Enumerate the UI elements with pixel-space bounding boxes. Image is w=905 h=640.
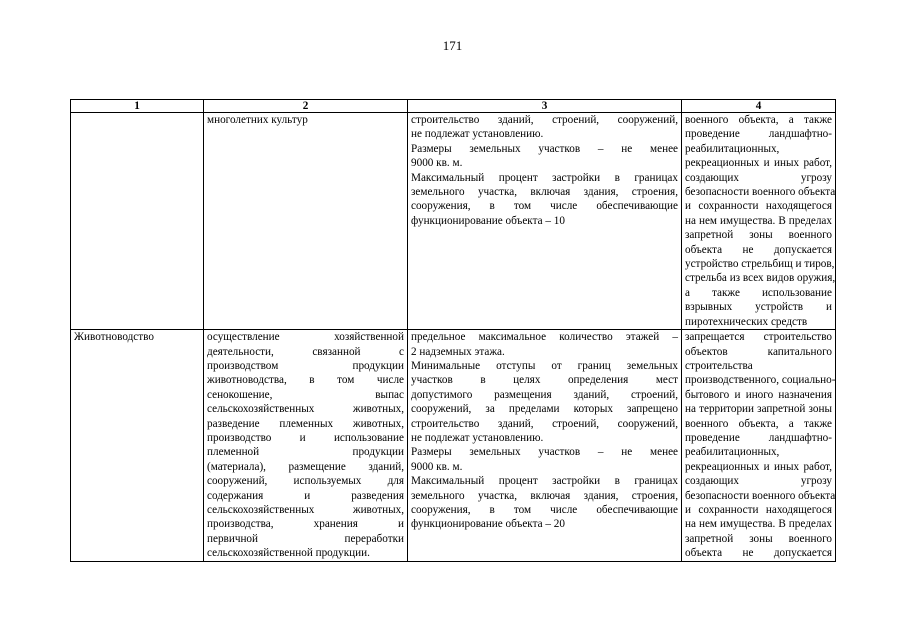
column-header-4: 4	[682, 100, 836, 113]
cell-text-line: сооружений, используемых для	[207, 475, 404, 488]
column-header-1: 1	[71, 100, 204, 113]
cell-text-line: военного объекта, а также	[685, 114, 832, 126]
cell-text-line: допустимого размещения зданий, строений,	[411, 388, 678, 401]
column-header-2: 2	[204, 100, 408, 113]
cell-text-line: создающих угрозу	[685, 475, 832, 488]
cell-text-line: Размеры земельных участков – не менее	[411, 446, 678, 459]
cell-text-line: на нем имущества. В пределах	[685, 518, 832, 531]
cell-text-line: на территории запретной зоны	[685, 403, 832, 416]
cell-text-line: (материала), размещение зданий,	[207, 460, 404, 473]
cell-text-line: разведение племенных животных,	[207, 417, 404, 430]
cell-text-line: сенокошение, выпас	[207, 388, 404, 401]
cell-text-line: реабилитационных,	[685, 446, 780, 459]
parameters-cell	[408, 113, 682, 330]
cell-text-line: объекта не допускается	[685, 547, 832, 560]
cell-text-line: Максимальный процент застройки в границах	[411, 475, 678, 488]
cell-text-line: сооружения, в том числе обеспечивающие	[411, 503, 678, 516]
cell-text-line: строительства	[685, 359, 753, 372]
cell-text-line: Животноводство	[74, 331, 154, 344]
cell-text-line: первичной переработки	[207, 532, 404, 545]
cell-text-line: проведение ландшафтно-	[685, 431, 832, 444]
cell-text-line: рекреационных и иных работ,	[685, 157, 832, 170]
parameters-cell	[408, 330, 682, 562]
cell-text-line: земельного участка, включая здания, строения,	[411, 489, 678, 502]
land-use-type-cell	[71, 330, 204, 562]
table-header-row	[71, 100, 836, 113]
cell-text-line: запретной зоны военного	[685, 229, 832, 242]
cell-text-line: деятельности, связанной с	[207, 345, 404, 358]
cell-text-line: объекта не допускается	[685, 243, 832, 256]
cell-text-line: функционирование объекта – 10	[411, 214, 565, 227]
cell-text-line: 9000 кв. м.	[411, 460, 463, 473]
cell-text-line: производства, хранения и	[207, 518, 404, 531]
description-cell	[204, 113, 408, 330]
cell-text-line: животноводства, в том числе	[207, 374, 404, 387]
cell-text-line: реабилитационных,	[685, 142, 780, 155]
cell-text-line: взрывных устройств и	[685, 301, 832, 314]
cell-text-line: Максимальный процент застройки в границах	[411, 171, 678, 184]
cell-text-line: не подлежат установлению.	[411, 431, 544, 444]
cell-text-line: 2 надземных этажа.	[411, 345, 505, 358]
cell-text-line: производство и использование	[207, 431, 404, 444]
table-row	[71, 113, 836, 330]
cell-text-line: Минимальные отступы от границ земельных	[411, 359, 678, 372]
land-use-type-cell	[71, 113, 204, 330]
cell-text-line: сельскохозяйственных животных,	[207, 403, 404, 416]
cell-text-line: создающих угрозу	[685, 171, 832, 184]
cell-text-line: содержания и разведения	[207, 489, 404, 502]
cell-text-line: объектов капитального	[685, 345, 832, 358]
cell-text-line: функционирование объекта – 20	[411, 518, 565, 531]
cell-text-line: военного объекта, а также	[685, 417, 832, 430]
description-cell	[204, 330, 408, 562]
regulations-table	[70, 99, 836, 562]
cell-text-line: Размеры земельных участков – не менее	[411, 142, 678, 155]
cell-text-line: сооружения, в том числе обеспечивающие	[411, 200, 678, 213]
cell-text-line: строительство зданий, строений, сооружений,	[411, 417, 678, 430]
table-row	[71, 330, 836, 562]
cell-text-line: предельное максимальное количество этажей –	[411, 331, 678, 344]
cell-text-line: пиротехнических средств	[685, 315, 808, 328]
restrictions-cell	[682, 113, 836, 330]
cell-text-line: осуществление хозяйственной	[207, 331, 404, 344]
cell-text-line: и сохранности находящегося	[685, 503, 832, 516]
cell-text-line: 9000 кв. м.	[411, 157, 463, 170]
cell-text-line: рекреационных и иных работ,	[685, 460, 832, 473]
cell-text-line: сельскохозяйственной продукции.	[207, 547, 370, 560]
cell-text-line: строительство зданий, строений, сооружений,	[411, 114, 678, 126]
cell-text-line: а также использование	[685, 286, 832, 299]
page-number: 171	[442, 38, 463, 53]
cell-text-line: производственного, социально-	[685, 374, 836, 387]
cell-text-line: устройство стрельбищ и тиров,	[685, 258, 835, 271]
cell-text-line: стрельба из всех видов оружия,	[685, 272, 836, 285]
cell-text-line: участков в целях определения мест	[411, 374, 678, 387]
cell-text-line: на нем имущества. В пределах	[685, 214, 832, 227]
cell-text-line: запретной зоны военного	[685, 532, 832, 545]
cell-text-line: сооружений, за пределами которых запрещено	[411, 403, 678, 416]
cell-text-line: бытового и иного назначения	[685, 388, 832, 401]
cell-text-line: безопасности военного объекта	[685, 186, 836, 199]
cell-text-line: племенной продукции	[207, 446, 404, 459]
restrictions-cell	[682, 330, 836, 562]
cell-text-line: многолетних культур	[207, 114, 308, 126]
cell-text-line: проведение ландшафтно-	[685, 128, 832, 141]
cell-text-line: безопасности военного объекта	[685, 489, 836, 502]
cell-text-line: сельскохозяйственных животных,	[207, 503, 404, 516]
cell-text-line: и сохранности находящегося	[685, 200, 832, 213]
cell-text-line: не подлежат установлению.	[411, 128, 544, 141]
cell-text-line: производством продукции	[207, 359, 404, 372]
cell-text-line: запрещается строительство	[685, 331, 832, 344]
column-header-3: 3	[408, 100, 682, 113]
cell-text-line: земельного участка, включая здания, строения,	[411, 186, 678, 199]
table-body	[71, 113, 836, 562]
